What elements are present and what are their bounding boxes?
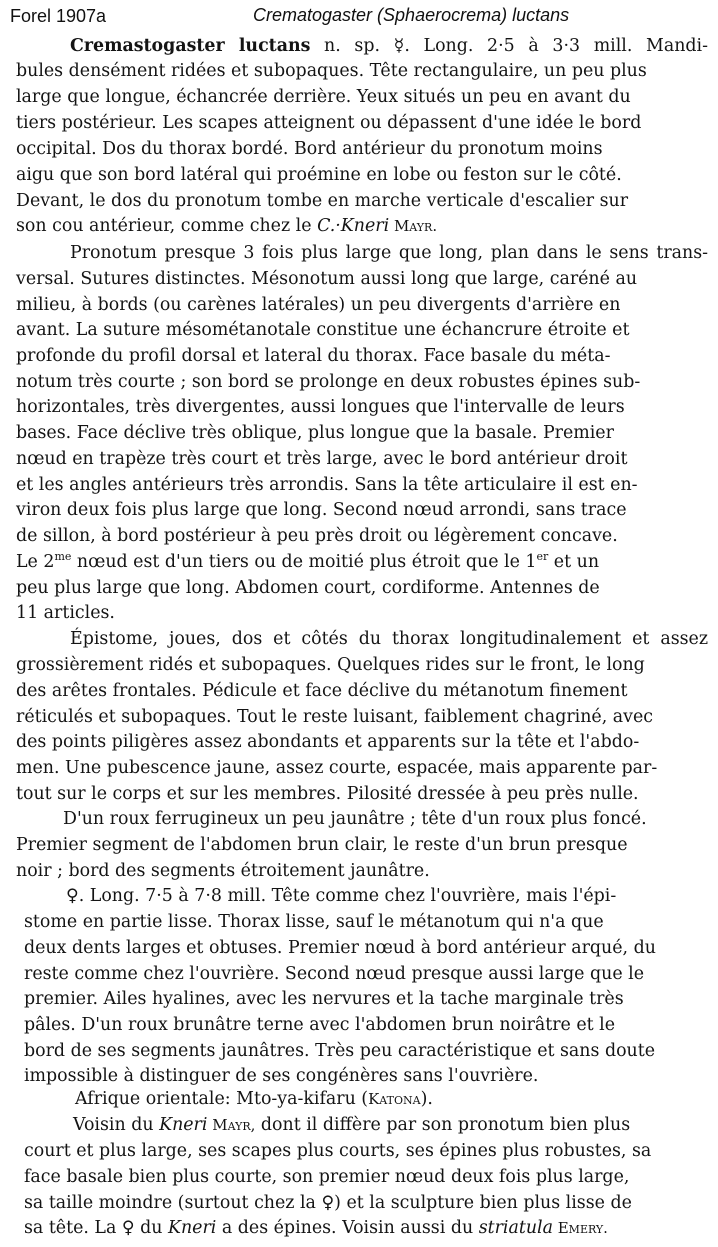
text-line: avant. La suture mésométanotale constitue une échancrure étroite et (16, 320, 630, 340)
text-line: des points piligères assez abondants et apparents sur la tête et l'abdo- (16, 732, 640, 752)
text-line: nœud en trapèze très court et très large, avec le bord antérieur droit (16, 449, 628, 469)
text-line: milieu, à bords (ou carènes latérales) un peu divergents d'arrière en (16, 295, 621, 315)
text-line: stome en partie lisse. Thorax lisse, sauf le métanotum qui n'a que (24, 912, 604, 932)
text-line: deux dents larges et obtuses. Premier nœud à bord antérieur arqué, du (24, 938, 656, 958)
text-line: Premier segment de l'abdomen brun clair, le reste d'un brun presque (16, 835, 628, 855)
header-citation: Forel 1907a (10, 6, 107, 26)
text-line: men. Une pubescence jaune, assez courte, espacée, mais apparente par- (16, 758, 658, 778)
text-line: Devant, le dos du pronotum tombe en marche verticale d'escalier sur (16, 191, 629, 211)
text-line: Afrique orientale: Mto-ya-kifaru (Katona). (75, 1089, 433, 1109)
header-taxon: Crematogaster (Sphaerocrema) luctans (253, 5, 570, 25)
text-line: de sillon, à bord postérieur à peu près droit ou légèrement concave. (16, 526, 618, 546)
text-line: court et plus large, ses scapes plus courts, ses épines plus robustes, sa (24, 1141, 652, 1161)
text-line: sa taille moindre (surtout chez la ♀) et la sculpture bien plus lisse de (24, 1193, 632, 1213)
text-line: premier. Ailes hyalines, avec les nervures et la tache marginale très (24, 989, 624, 1009)
text-line: bord de ses segments jaunâtres. Très peu caractéristique et sans doute (24, 1041, 656, 1061)
text-line: notum très courte ; son bord se prolonge en deux robustes épines sub- (16, 372, 641, 392)
taxon-ref: C.·Kneri (317, 216, 390, 236)
text-line: pâles. D'un roux brunâtre terne avec l'abdomen brun noirâtre et le (24, 1015, 616, 1035)
text-line: noir ; bord des segments étroitement jaunâtre. (16, 861, 430, 881)
text-line: Cremastogaster luctans n. sp. ☿. Long. 2·5 à 3·3 mill. Mandi- (70, 36, 708, 56)
text-line: versal. Sutures distinctes. Mésonotum aussi long que large, caréné au (16, 269, 638, 289)
text-line: reste comme chez l'ouvrière. Second nœud presque aussi large que le (24, 964, 644, 984)
text-line: des arêtes frontales. Pédicule et face déclive du métanotum finement (16, 681, 628, 701)
text-line: 11 articles. (16, 603, 115, 623)
text-line: réticulés et subopaques. Tout le reste luisant, faiblement chagriné, avec (16, 707, 653, 727)
text-line: Pronotum presque 3 fois plus large que long, plan dans le sens trans- (70, 243, 708, 263)
text-line: son cou antérieur, comme chez le C.·Kneri Mayr. (16, 216, 438, 236)
text-line: ♀. Long. 7·5 à 7·8 mill. Tête comme chez l'ouvrière, mais l'épi- (66, 886, 617, 906)
text-line: Voisin du Kneri Mayr, dont il diffère par son pronotum bien plus (73, 1115, 631, 1135)
text-line: sa tête. La ♀ du Kneri a des épines. Voisin aussi du striatula Emery. (24, 1218, 608, 1238)
species-name: Cremastogaster luctans (70, 36, 311, 56)
text-line: tout sur le corps et sur les membres. Pilosité dressée à peu près nulle. (16, 784, 639, 804)
text-line: face basale bien plus courte, son premier nœud deux fois plus large, (24, 1167, 630, 1187)
text-line: occipital. Dos du thorax bordé. Bord antérieur du pronotum moins (16, 139, 603, 159)
text-line: bases. Face déclive très oblique, plus longue que la basale. Premier (16, 423, 614, 443)
text-line: large que longue, échancrée derrière. Yeux situés un peu en avant du (16, 87, 631, 107)
text-line: aigu que son bord latéral qui proémine en lobe ou feston sur le côté. (16, 165, 622, 185)
text-line: D'un roux ferrugineux un peu jaunâtre ; tête d'un roux plus foncé. (63, 809, 647, 829)
text-line: viron deux fois plus large que long. Second nœud arrondi, sans trace (16, 500, 627, 520)
text-line: Épistome, joues, dos et côtés du thorax longitudinalement et assez (70, 629, 708, 649)
text-line: impossible à distinguer de ses congénères sans l'ouvrière. (24, 1066, 539, 1086)
text-line: Le $2^{me}$ nœud est d'un tiers ou de moitié plus étroit que le 1er et un (16, 550, 600, 572)
text-line: horizontales, très divergentes, aussi longues que l'intervalle de leurs (16, 397, 625, 417)
text-line: peu plus large que long. Abdomen court, cordiforme. Antennes de (16, 578, 600, 598)
text-line: profonde du profil dorsal et lateral du thorax. Face basale du méta- (16, 346, 611, 366)
text-line: bules densément ridées et subopaques. Tête rectangulaire, un peu plus (16, 61, 647, 81)
text-line: tiers postérieur. Les scapes atteignent ou dépassent d'une idée le bord (16, 113, 642, 133)
text-line: grossièrement ridés et subopaques. Quelques rides sur le front, le long (16, 655, 645, 675)
text-line: et les angles antérieurs très arrondis. Sans la tête articulaire il est en- (16, 475, 638, 495)
